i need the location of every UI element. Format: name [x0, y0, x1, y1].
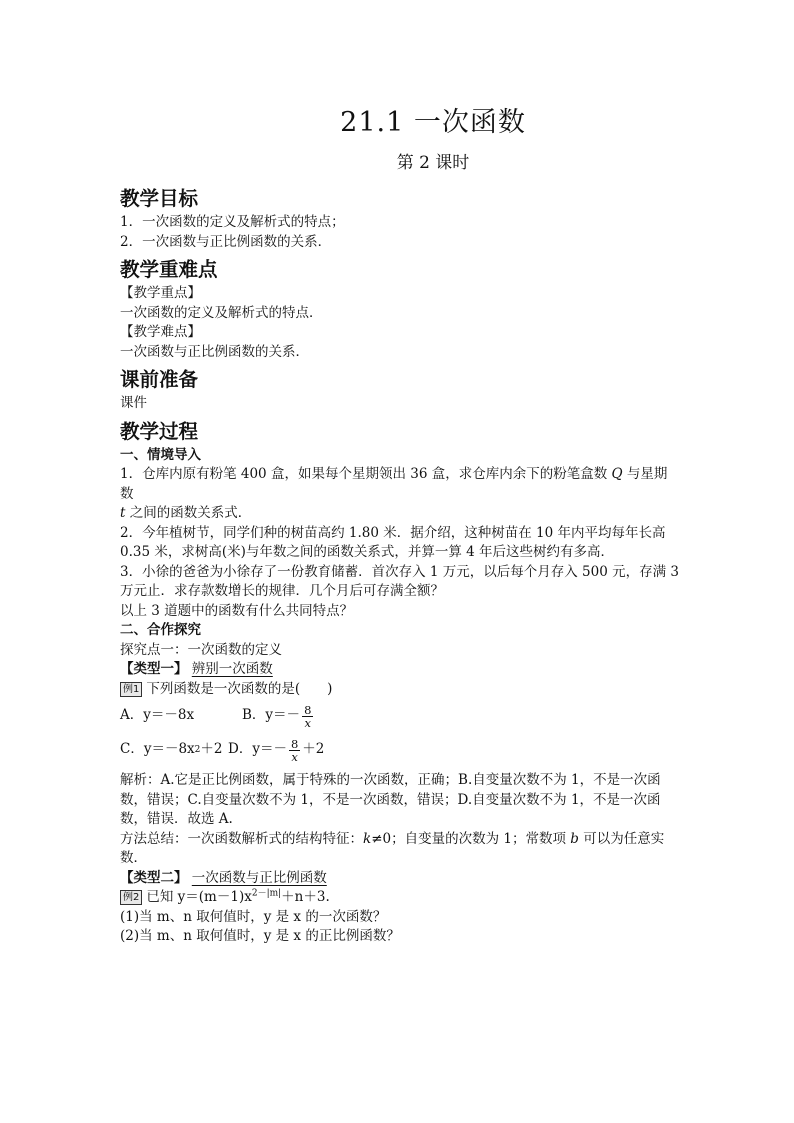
analysis-line-3: 数，错误．故选 A. [120, 811, 233, 827]
focus-text: 一次函数的定义及解析式的特点． [120, 304, 323, 321]
options-row-1 [120, 699, 680, 733]
option-a: A．y＝－8x [120, 707, 195, 724]
example-badge: 例2 [120, 890, 142, 905]
part2-title: 二、合作探究 [120, 622, 201, 638]
example-1: 例1 下列函数是一次函数的是( ) [120, 680, 680, 700]
question-1-line-2: t 之间的函数关系式． [120, 505, 252, 521]
example-badge: 例1 [120, 682, 142, 697]
question-2-line-1: 2．今年植树节，同学们种的树苗高约 1.80 米．据介绍，这种树苗在 10 年内平均每年长高 [120, 524, 666, 541]
option-c: C．y＝－8x 2 ＋2 [120, 741, 223, 758]
heading-keypoints: 教学重难点 [120, 258, 218, 281]
fraction: $\frac{8}{x}$ [304, 702, 312, 730]
common-question: 以上 3 道题中的函数有什么共同特点？ [120, 602, 354, 619]
question-3-line-1: 3．小徐的爸爸为小徐存了一份教育储蓄．首次存入 1 万元，以后每个月存入 500 元，存满 3 [120, 563, 679, 580]
analysis-line-1: 解析：A.它是正比例函数，属于特殊的一次函数，正确；B.自变量次数不为 1，不是一次函 [120, 772, 661, 788]
fraction: $\frac{8}{x}$ [290, 736, 299, 764]
type-1-heading: 【类型一】 辨别一次函数 [120, 661, 273, 677]
method-summary-line-2: 数． [120, 850, 147, 866]
example-2-question-2: (2)当 m、n 取何值时，y 是 x 的正比例函数？ [120, 928, 400, 944]
type-2-heading: 【类型二】 一次函数与正比例函数 [120, 869, 327, 886]
prep-text: 课件 [120, 395, 147, 411]
heading-goals: 教学目标 [120, 187, 199, 210]
difficulty-text: 一次函数与正比例函数的关系． [120, 343, 309, 360]
goal-item-2: 2．一次函数与正比例函数的关系． [120, 233, 332, 250]
example-2-question-1: (1)当 m、n 取何值时，y 是 x 的一次函数？ [120, 908, 387, 925]
question-2-line-2: 0.35 米，求树高(米)与年数之间的函数关系式，并算一算 4 年后这些树约有多高． [120, 544, 615, 560]
analysis-line-2: 数，错误；C.自变量次数不为 1，不是一次函数，错误；D.自变量次数不为 1，不是一次函 [120, 791, 661, 808]
page-subtitle: 第 2 课时 [396, 153, 470, 173]
explore-point-1: 探究点一：一次函数的定义 [120, 641, 282, 658]
goal-item-1: 1．一次函数的定义及解析式的特点； [120, 214, 345, 230]
heading-process: 教学过程 [120, 419, 199, 443]
options-row-2 [120, 733, 680, 767]
method-summary-line-1: 方法总结：一次函数解析式的结构特征：k≠0；自变量的次数为 1；常数项 b 可以为任意实 [120, 830, 665, 847]
focus-label: 【教学重点】 [120, 285, 201, 301]
question-1-line-1: 1．仓库内原有粉笔 400 盒，如果每个星期领出 36 盒，求仓库内余下的粉笔盒数 Q 与星期数 [120, 466, 668, 502]
document-body [120, 185, 680, 947]
page-title: 21.1 一次函数 [340, 107, 526, 138]
option-d: D．y＝－ $\frac{8}{x}$ ＋2 [228, 736, 325, 764]
example-2: 例2 已知 $y=(m-1)x^{2-|m|}+n+3$. [120, 888, 680, 908]
difficulty-label: 【教学难点】 [120, 324, 201, 340]
question-3-line-2: 万元止．求存款数增长的规律．几个月后可存满全额？ [120, 583, 444, 599]
heading-prep: 课前准备 [120, 368, 199, 391]
option-b: B．y＝－ $\frac{8}{x}$ [242, 702, 312, 730]
part1-title: 一、情境导入 [120, 446, 201, 463]
